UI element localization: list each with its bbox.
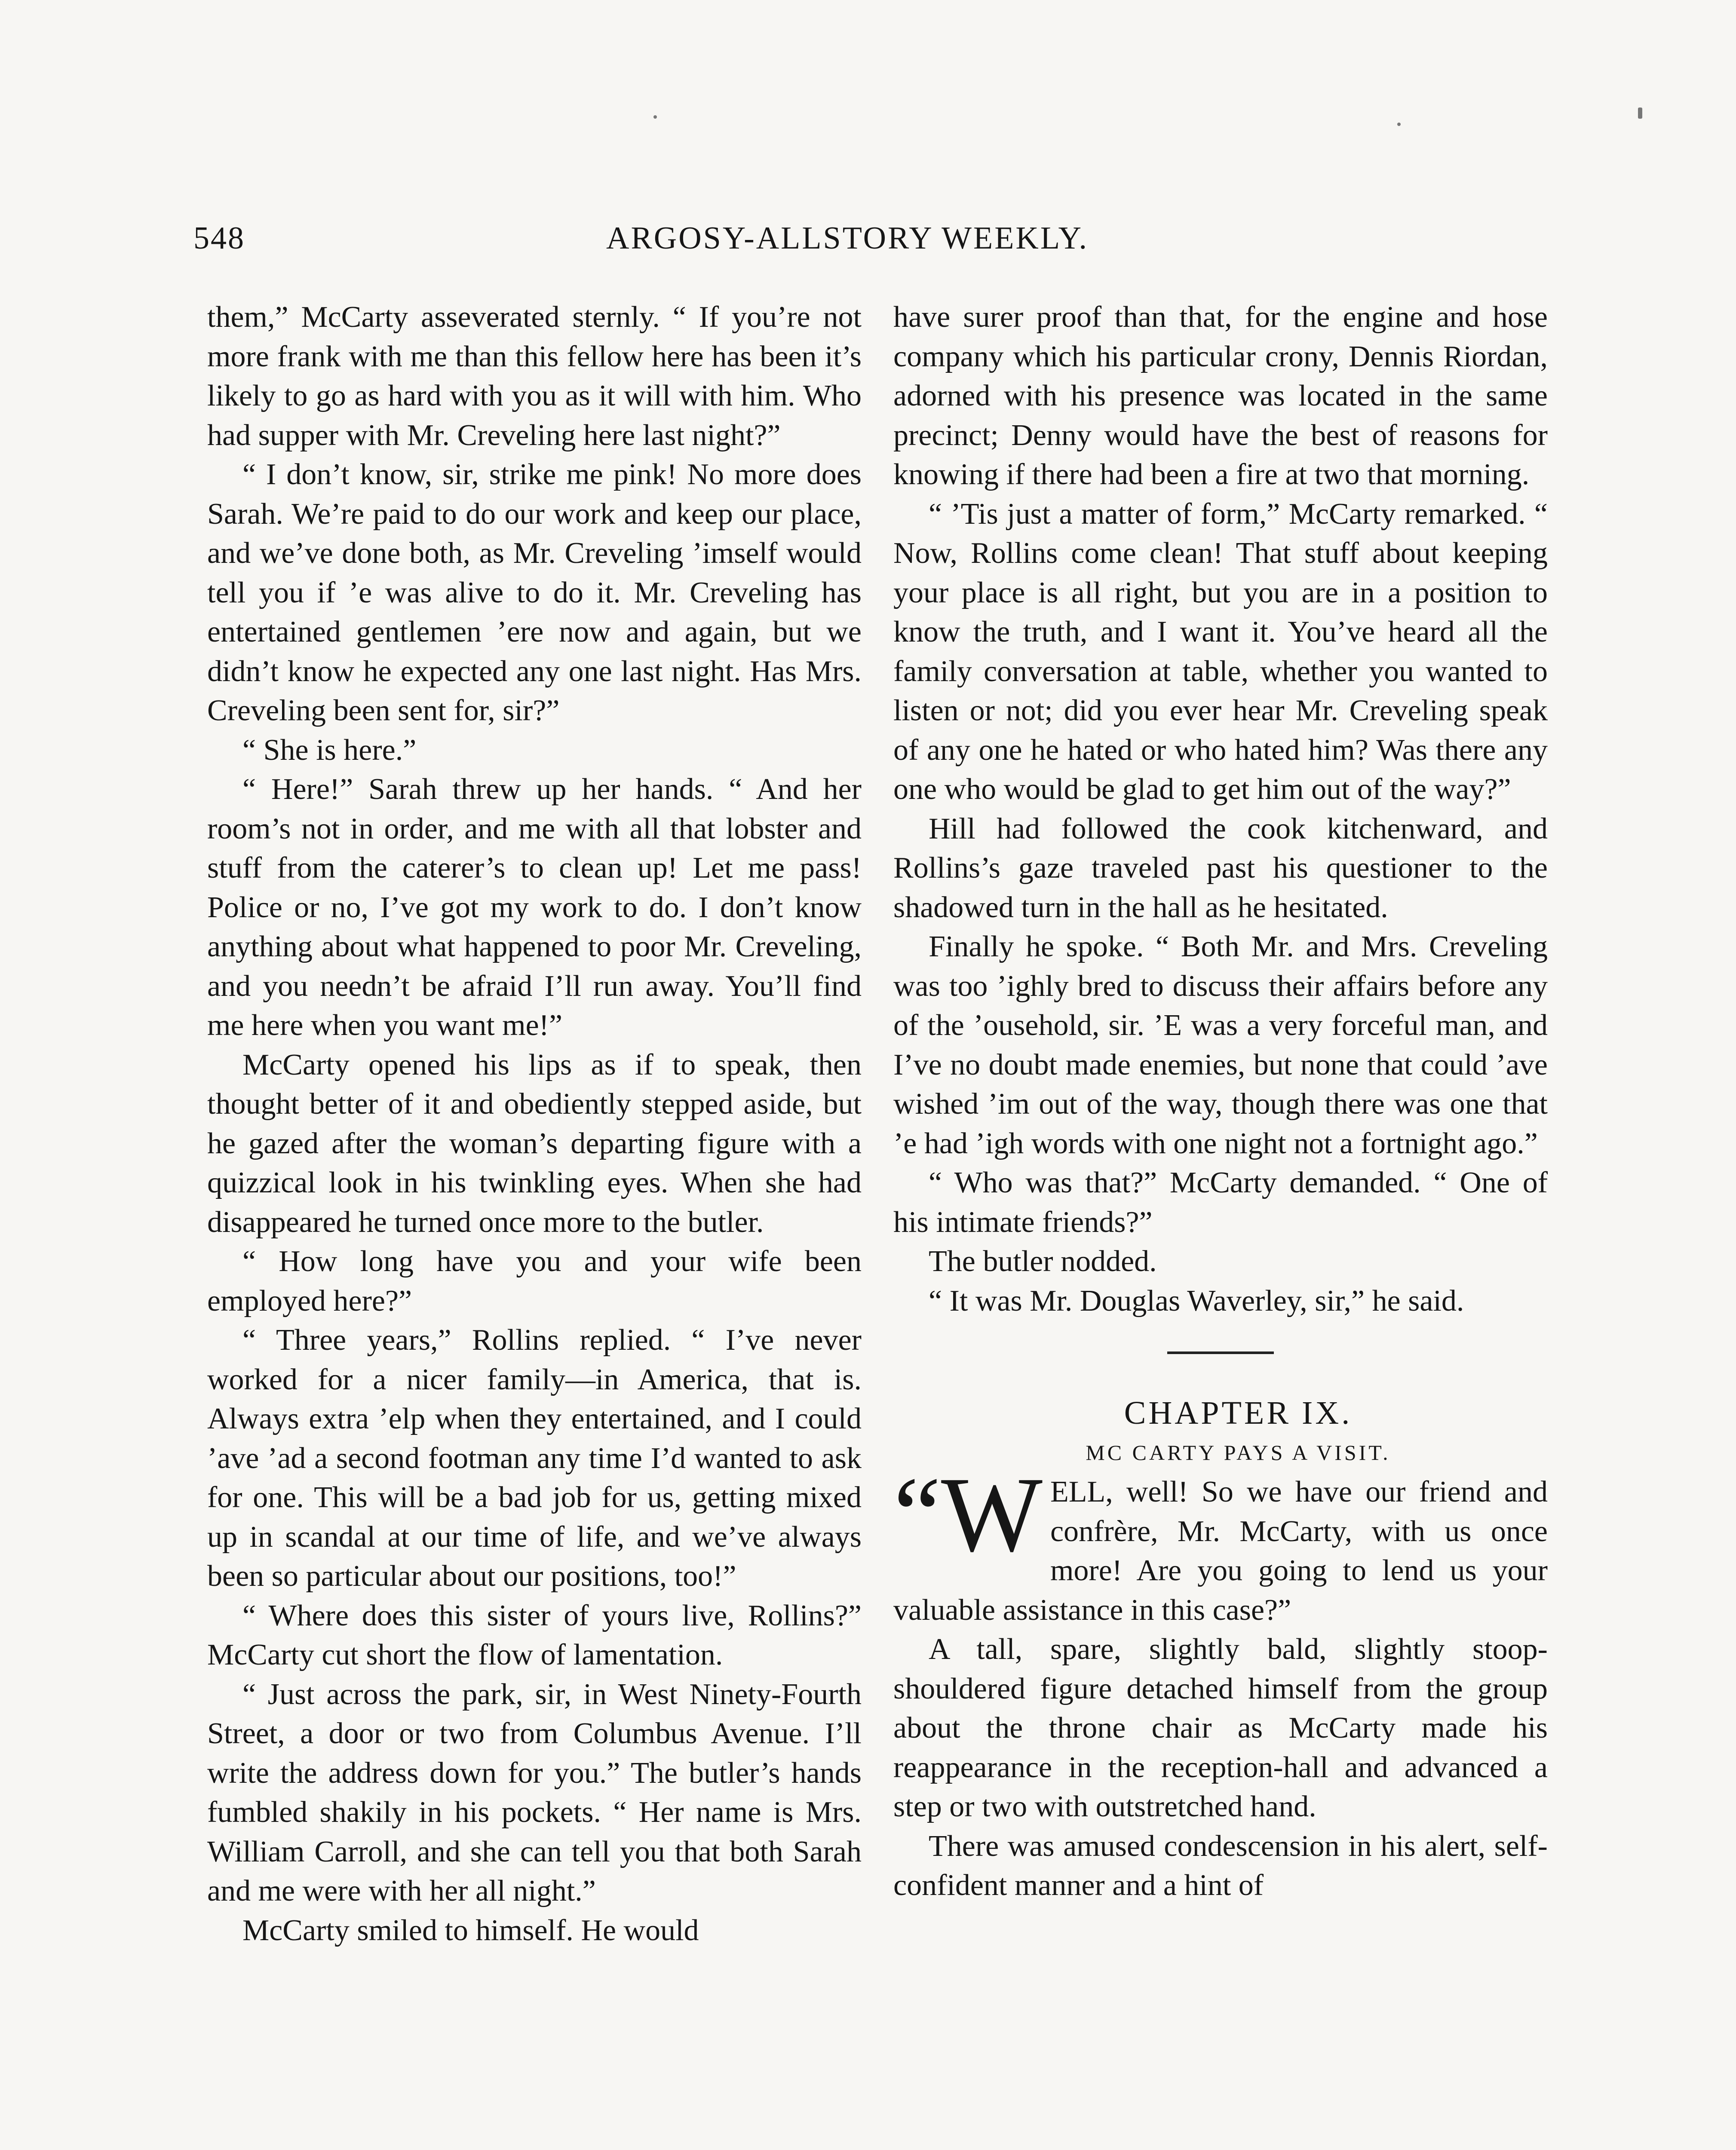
chapter-subtitle: MC CARTY PAYS A VISIT. [1086,1440,1391,1465]
paragraph: McCarty smiled to himself. He would [242,1914,699,1947]
drop-cap-letter: W [941,1455,1043,1574]
paragraph: “ Just across the park, sir, in West Ninety-Fourth Street, a door or two from Columbus Avenue. I’ll write the address down for you.” The butler’s hands fumbled shakily in his pockets. “ Her name is Mrs. William Carroll, and she can tell you that both Sarah and me were with her all night.” [207,1677,862,1907]
chapter-opening-paragraph [893,1455,1548,1630]
paragraph: Finally he spoke. “ Both Mr. and Mrs. Creveling was too ’ighly bred to discuss their affairs before any of the ’ousehold, sir. ’E was a very forceful man, and I’ve no doubt made enemies, but none that could ’ave wished ’im out of the way, though there was one that ’e had ’igh words with one night not a fortnight ago.” [893,930,1548,1160]
opening-quote: “ [893,1455,941,1574]
paragraph: McCarty opened his lips as if to speak, then thought better of it and obediently stepped aside, but he gazed after the woman’s departing figure with a quizzical look in his twinkling eyes. When she had disappeared he turned once more to the butler. [207,1048,862,1239]
paragraph: There was amused condescension in his alert, self-confident manner and a hint of [893,1829,1548,1902]
paragraph: Hill had followed the cook kitchenward, and Rollins’s gaze traveled past his questioner to the shadowed turn in the hall as he hesitated. [893,812,1548,924]
scan-speck [1397,123,1401,126]
paragraph: “ Who was that?” McCarty demanded. “ One of his intimate friends?” [893,1166,1548,1239]
chapter-heading: CHAPTER IX. [1124,1395,1353,1431]
scan-speck [653,115,657,119]
paragraph: “ Where does this sister of yours live, Rollins?” McCarty cut short the flow of lamentation. [207,1599,862,1671]
paragraph: A tall, spare, slightly bald, slightly stoop-shouldered figure detached himself from the group about the throne chair as McCarty made his reappearance in the reception-hall and advanced a step or two with outstretched hand. [893,1633,1548,1823]
page-number: 548 [193,221,245,256]
page-header [193,220,1156,267]
paragraph: “ How long have you and your wife been employed here?” [207,1245,862,1318]
running-title: ARGOSY-ALLSTORY WEEKLY. [606,221,1089,256]
scan-speck [1638,108,1642,119]
paragraph: “ Three years,” Rollins replied. “ I’ve never worked for a nicer family—in America, that is. Always extra ’elp when they entertained, and I could ’ave ’ad a second footman any time I’d wanted to ask for one. This will be a bad job for us, getting mixed up in scandal at our time of life, and we’ve always been so particular about our positions, too!” [207,1324,862,1593]
paragraph: “ I don’t know, sir, strike me pink! No more does Sarah. We’re paid to do our work and keep our place, and we’ve done both, as Mr. Creveling ’imself would tell you if ’e was alive to do it. Mr. Creveling has entertained gentlemen ’ere now and again, but we didn’t know he expected any one last night. Has Mrs. Creveling been sent for, sir?” [207,458,862,727]
paragraph: The butler nodded. [929,1245,1157,1278]
paragraph: “ Here!” Sarah threw up her hands. “ And her room’s not in order, and me with all that lobster and stuff from the caterer’s to clean up! Let me pass! Police or no, I’ve got my work to do. I don’t know anything about what happened to poor Mr. Creveling, and you needn’t be afraid I’ll run away. You’ll find me here when you want me!” [207,773,862,1042]
drop-cap [893,1455,1043,1574]
paragraph: them,” McCarty asseverated sternly. “ If you’re not more frank with me than this fellow here has been it’s likely to go as hard with you as it will with him. Who had supper with Mr. Creveling here last night?” [207,301,862,452]
paragraph: “ It was Mr. Douglas Waverley, sir,” he said. [929,1284,1464,1318]
paragraph: “ ’Tis just a matter of form,” McCarty remarked. “ Now, Rollins come clean! That stuff about keeping your place is all right, but you are in a position to know the truth, and I want it. You’ve heard all the family conversation at table, whether you wanted to listen or not; did you ever hear Mr. Creveling speak of any one he hated or who hated him? Was there any one who would be glad to get him out of the way?” [893,497,1548,806]
left-column [207,298,862,1950]
section-divider [1167,1351,1274,1354]
right-column [893,298,1548,1905]
chapter-opening-text: ELL, well! So we have our friend and confrère, Mr. McCarty, with us once more! Are you going to lend us your valuable assistance in this case?” [893,1475,1548,1627]
paragraph: “ She is here.” [242,733,417,767]
paragraph: have surer proof than that, for the engine and hose company which his particular crony, Dennis Riordan, adorned with his presence was located in the same precinct; Denny would have the best of reasons for knowing if there had been a fire at two that morning. [893,301,1548,491]
